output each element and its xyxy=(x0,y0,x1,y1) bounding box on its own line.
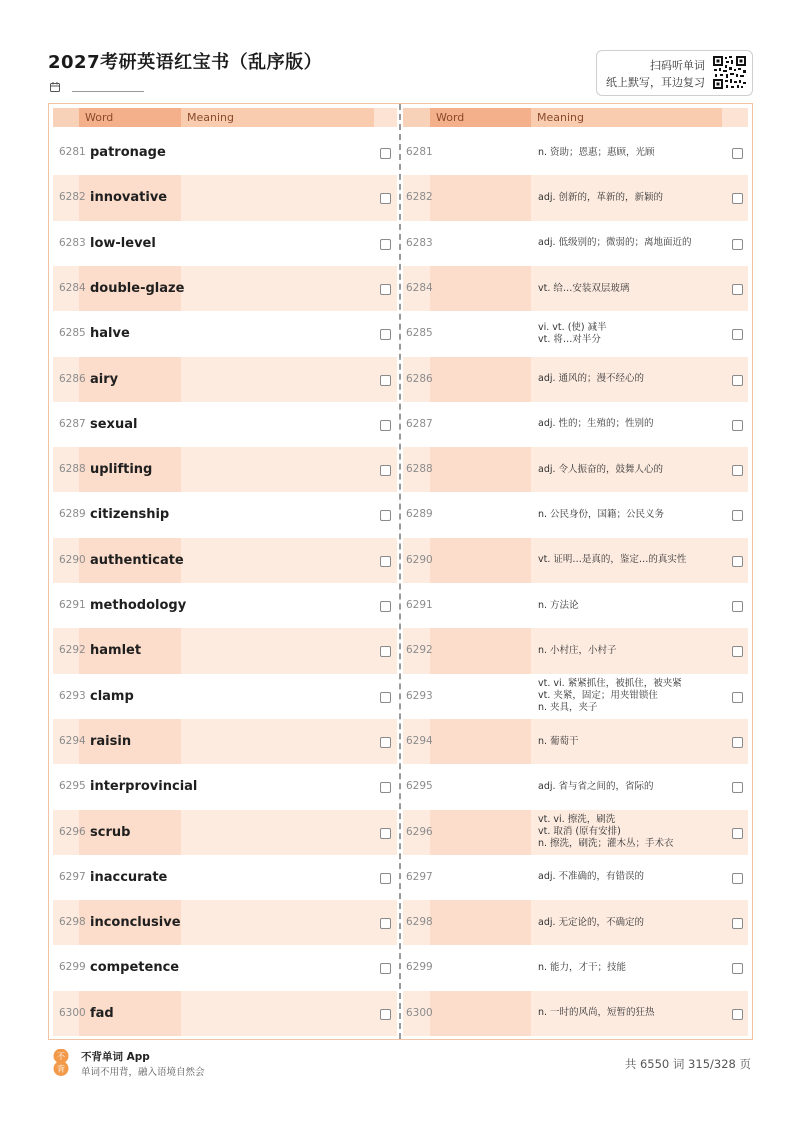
entry-number: 6284 xyxy=(59,281,86,294)
entry-word: halve xyxy=(90,326,130,342)
entry-number: 6285 xyxy=(406,327,433,340)
header-check-blank xyxy=(722,108,748,127)
word-blank-cell[interactable] xyxy=(430,674,531,719)
table-row xyxy=(403,130,748,175)
row-checkbox[interactable] xyxy=(732,465,743,476)
table-row xyxy=(403,266,748,311)
entry-number: 6286 xyxy=(406,372,433,385)
table-row xyxy=(53,130,397,175)
entry-number: 6288 xyxy=(59,463,86,476)
word-blank-cell[interactable] xyxy=(430,492,531,537)
word-blank-cell[interactable] xyxy=(430,764,531,809)
qr-caption-review: 纸上默写，耳边复习 xyxy=(606,76,705,89)
row-checkbox[interactable] xyxy=(732,556,743,567)
entry-number: 6283 xyxy=(406,236,433,249)
entry-number: 6290 xyxy=(406,553,433,566)
meaning-line: adj. 令人振奋的，鼓舞人心的 xyxy=(538,463,664,475)
table-row xyxy=(403,674,748,719)
entry-number: 6284 xyxy=(406,281,433,294)
row-checkbox[interactable] xyxy=(380,510,391,521)
entry-number: 6289 xyxy=(59,508,86,521)
row-checkbox[interactable] xyxy=(380,193,391,204)
entry-word: sexual xyxy=(90,416,138,432)
entry-number: 6299 xyxy=(59,961,86,974)
entry-meaning xyxy=(538,991,718,1036)
table-row xyxy=(53,402,397,447)
table-row xyxy=(53,311,397,356)
entry-number: 6298 xyxy=(59,916,86,929)
word-blank-cell[interactable] xyxy=(430,945,531,990)
row-checkbox[interactable] xyxy=(380,692,391,703)
entry-word: methodology xyxy=(90,598,187,613)
qr-code-icon[interactable] xyxy=(712,55,747,90)
word-blank-cell[interactable] xyxy=(430,583,531,628)
row-checkbox[interactable] xyxy=(732,1009,743,1020)
row-checkbox[interactable] xyxy=(732,918,743,929)
table-row xyxy=(53,991,397,1036)
calendar-icon xyxy=(50,82,60,92)
entry-word: hamlet xyxy=(90,643,142,659)
word-blank-cell[interactable] xyxy=(430,311,531,356)
entry-number: 6281 xyxy=(406,146,433,158)
meaning-line: adj. 创新的，革新的，新颖的 xyxy=(538,191,664,203)
entry-meaning xyxy=(538,810,718,855)
entry-number: 6283 xyxy=(59,236,86,249)
entry-number: 6295 xyxy=(59,780,86,793)
app-name: 不背单词 App xyxy=(81,1051,150,1063)
meaning-line: n. 葡萄干 xyxy=(538,735,579,747)
meaning-line: n. 一时的风尚，短暂的狂热 xyxy=(538,1007,655,1019)
word-blank-cell[interactable] xyxy=(430,628,531,673)
entry-number: 6297 xyxy=(59,870,86,883)
word-blank-cell[interactable] xyxy=(430,991,531,1036)
entry-number: 6296 xyxy=(59,825,86,838)
word-blank-cell[interactable] xyxy=(430,538,531,583)
meaning-line: vt. 取消 (原有安排) xyxy=(538,826,621,838)
meaning-line: adj. 通风的；漫不经心的 xyxy=(538,373,645,385)
date-underline xyxy=(72,91,144,92)
entry-word: double-glaze xyxy=(90,280,185,296)
entry-number: 6300 xyxy=(59,1006,86,1019)
entry-number: 6293 xyxy=(59,689,86,702)
word-blank-cell[interactable] xyxy=(430,266,531,311)
entry-meaning xyxy=(538,719,718,764)
table-row xyxy=(53,855,397,900)
row-checkbox[interactable] xyxy=(380,329,391,340)
table-row xyxy=(403,402,748,447)
entry-number: 6291 xyxy=(59,599,86,611)
table-row xyxy=(403,628,748,673)
logo-glyph-bottom: 背 xyxy=(57,1064,65,1074)
meaning-line: adj. 低级别的；微弱的；离地面近的 xyxy=(538,237,692,249)
word-blank-cell[interactable] xyxy=(430,175,531,220)
row-checkbox[interactable] xyxy=(732,375,743,386)
entry-word: inaccurate xyxy=(90,869,168,885)
row-checkbox[interactable] xyxy=(380,420,391,431)
fold-divider xyxy=(399,104,401,1039)
table-row xyxy=(53,175,397,220)
table-row xyxy=(53,900,397,945)
header-num-blank xyxy=(403,108,430,127)
table-row xyxy=(53,674,397,719)
entry-number: 6295 xyxy=(406,780,433,793)
row-checkbox[interactable] xyxy=(732,193,743,204)
row-checkbox[interactable] xyxy=(380,828,391,839)
table-row xyxy=(53,719,397,764)
meaning-line: n. 能力，才干；技能 xyxy=(538,962,627,974)
meaning-line: vt. vi. 擦洗，刷洗 xyxy=(538,814,616,826)
entry-number: 6287 xyxy=(59,417,86,430)
row-checkbox[interactable] xyxy=(732,782,743,793)
table-row xyxy=(53,357,397,402)
logo-glyph-top: 不 xyxy=(57,1052,65,1061)
table-row xyxy=(403,311,748,356)
row-checkbox[interactable] xyxy=(380,873,391,884)
entry-meaning xyxy=(538,130,718,175)
row-checkbox[interactable] xyxy=(732,963,743,974)
word-blank-cell[interactable] xyxy=(430,855,531,900)
header-meaning: Meaning xyxy=(181,108,374,127)
meaning-line: adj. 无定论的，不确定的 xyxy=(538,916,645,928)
table-row xyxy=(403,945,748,990)
word-blank-cell[interactable] xyxy=(430,447,531,492)
row-checkbox[interactable] xyxy=(732,828,743,839)
entry-number: 6286 xyxy=(59,372,86,385)
entry-meaning xyxy=(538,583,718,628)
meaning-line: vt. 夹紧，固定；用夹钳锁住 xyxy=(538,690,658,702)
table-row xyxy=(403,175,748,220)
app-slogan: 单词不用背，融入语境自然会 xyxy=(81,1067,205,1078)
row-checkbox[interactable] xyxy=(732,329,743,340)
word-blank-cell[interactable] xyxy=(430,402,531,447)
entry-word: clamp xyxy=(90,688,134,704)
entry-meaning xyxy=(538,855,718,900)
table-row xyxy=(403,538,748,583)
meaning-line: n. 小村庄，小村子 xyxy=(538,644,617,656)
entry-meaning xyxy=(538,447,718,492)
entry-meaning xyxy=(538,492,718,537)
entry-word: citizenship xyxy=(90,507,170,523)
row-checkbox[interactable] xyxy=(380,239,391,250)
table-row xyxy=(403,900,748,945)
row-checkbox[interactable] xyxy=(732,510,743,521)
header-word: Word xyxy=(430,108,531,127)
meaning-line: vt. 将…对半分 xyxy=(538,333,601,345)
meaning-line: vi. vt. (使) 减半 xyxy=(538,321,607,333)
word-blank-cell[interactable] xyxy=(430,900,531,945)
meaning-line: n. 公民身份，国籍；公民义务 xyxy=(538,509,665,521)
row-checkbox[interactable] xyxy=(380,556,391,567)
row-checkbox[interactable] xyxy=(732,239,743,250)
header-check-blank xyxy=(374,108,397,127)
entry-number: 6298 xyxy=(406,916,433,929)
entry-word: interprovincial xyxy=(90,779,198,795)
row-checkbox[interactable] xyxy=(732,601,743,612)
row-checkbox[interactable] xyxy=(732,420,743,431)
row-checkbox[interactable] xyxy=(380,465,391,476)
entry-meaning xyxy=(538,538,718,583)
row-checkbox[interactable] xyxy=(380,601,391,612)
entry-word: uplifting xyxy=(90,462,153,478)
table-row xyxy=(403,221,748,266)
row-checkbox[interactable] xyxy=(732,646,743,657)
entry-word: authenticate xyxy=(90,552,184,568)
app-logo-icon xyxy=(52,1049,70,1076)
row-checkbox[interactable] xyxy=(380,148,391,159)
entry-word: low-level xyxy=(90,235,156,251)
word-blank-cell[interactable] xyxy=(430,810,531,855)
entry-meaning xyxy=(538,311,718,356)
entry-word: scrub xyxy=(90,824,131,840)
entry-number: 6294 xyxy=(59,734,86,747)
table-row xyxy=(403,719,748,764)
meaning-line: vt. 给…安装双层玻璃 xyxy=(538,282,630,294)
row-checkbox[interactable] xyxy=(732,692,743,703)
table-row xyxy=(53,810,397,855)
meaning-line: adj. 省与省之间的，省际的 xyxy=(538,780,654,792)
entry-number: 6300 xyxy=(406,1006,433,1019)
entry-word: innovative xyxy=(90,190,168,206)
row-checkbox[interactable] xyxy=(732,284,743,295)
entry-meaning xyxy=(538,221,718,266)
table-row xyxy=(53,538,397,583)
table-row xyxy=(403,583,748,628)
date-field[interactable] xyxy=(50,80,60,94)
entry-number: 6292 xyxy=(59,644,86,657)
entry-number: 6289 xyxy=(406,508,433,521)
meaning-column xyxy=(403,104,751,1039)
word-blank-cell[interactable] xyxy=(430,221,531,266)
meaning-line: adj. 不准确的，有错误的 xyxy=(538,871,645,883)
table-row xyxy=(403,991,748,1036)
row-checkbox[interactable] xyxy=(732,873,743,884)
word-blank-cell[interactable] xyxy=(430,719,531,764)
entry-meaning xyxy=(538,266,718,311)
table-row xyxy=(53,221,397,266)
entry-number: 6287 xyxy=(406,417,433,430)
row-checkbox[interactable] xyxy=(380,963,391,974)
qr-caption-listen: 扫码听单词 xyxy=(650,59,705,72)
meaning-line: vt. 证明…是真的，鉴定…的真实性 xyxy=(538,554,687,566)
table-row xyxy=(403,764,748,809)
table-row xyxy=(53,447,397,492)
entry-word: competence xyxy=(90,960,180,976)
entry-number: 6296 xyxy=(406,825,433,838)
entry-meaning xyxy=(538,945,718,990)
entry-meaning xyxy=(538,628,718,673)
entry-meaning xyxy=(538,402,718,447)
table-row xyxy=(403,810,748,855)
word-blank-cell[interactable] xyxy=(430,357,531,402)
entry-number: 6293 xyxy=(406,689,433,702)
entry-word: raisin xyxy=(90,733,132,749)
word-sheet xyxy=(48,103,753,1040)
meaning-line: vt. vi. 紧紧抓住，被抓住，被夹紧 xyxy=(538,678,682,690)
row-checkbox[interactable] xyxy=(380,1009,391,1020)
table-row xyxy=(53,945,397,990)
entry-word: patronage xyxy=(90,145,166,160)
table-row xyxy=(403,357,748,402)
word-column xyxy=(49,104,397,1039)
entry-number: 6281 xyxy=(59,146,86,158)
entry-number: 6291 xyxy=(406,599,433,611)
entry-number: 6292 xyxy=(406,644,433,657)
entry-word: fad xyxy=(90,1005,114,1021)
entry-word: airy xyxy=(90,371,119,387)
row-checkbox[interactable] xyxy=(380,375,391,386)
header-num-blank xyxy=(53,108,79,127)
entry-meaning xyxy=(538,764,718,809)
entry-number: 6299 xyxy=(406,961,433,974)
entry-number: 6297 xyxy=(406,870,433,883)
meaning-line: adj. 性的；生殖的；性别的 xyxy=(538,418,654,430)
table-row xyxy=(53,266,397,311)
row-checkbox[interactable] xyxy=(732,737,743,748)
entry-number: 6285 xyxy=(59,327,86,340)
table-row xyxy=(403,447,748,492)
table-row xyxy=(53,492,397,537)
entry-meaning xyxy=(538,674,718,719)
entry-meaning xyxy=(538,357,718,402)
entry-meaning xyxy=(538,175,718,220)
header-word: Word xyxy=(79,108,181,127)
entry-number: 6288 xyxy=(406,463,433,476)
table-row xyxy=(53,583,397,628)
meaning-line: n. 方法论 xyxy=(538,599,579,611)
table-row xyxy=(53,628,397,673)
entry-number: 6282 xyxy=(59,191,86,204)
page-title: 2027考研英语红宝书（乱序版） xyxy=(48,52,323,73)
row-checkbox[interactable] xyxy=(732,148,743,159)
header-meaning: Meaning xyxy=(531,108,722,127)
row-checkbox[interactable] xyxy=(380,782,391,793)
row-checkbox[interactable] xyxy=(380,284,391,295)
qr-panel xyxy=(596,50,753,96)
meaning-line: n. 夹具，夹子 xyxy=(538,702,598,714)
word-blank-cell[interactable] xyxy=(430,130,531,175)
row-checkbox[interactable] xyxy=(380,918,391,929)
table-row xyxy=(53,764,397,809)
entry-number: 6282 xyxy=(406,191,433,204)
row-checkbox[interactable] xyxy=(380,646,391,657)
row-checkbox[interactable] xyxy=(380,737,391,748)
page-counter: 共 6550 词 315/328 页 xyxy=(624,1057,751,1071)
table-row xyxy=(403,855,748,900)
meaning-line: n. 资助；恩惠；惠顾，光顾 xyxy=(538,146,655,158)
entry-number: 6290 xyxy=(59,553,86,566)
entry-number: 6294 xyxy=(406,734,433,747)
table-row xyxy=(403,492,748,537)
entry-meaning xyxy=(538,900,718,945)
meaning-line: n. 擦洗，刷洗；灌木丛；手术衣 xyxy=(538,838,674,850)
entry-word: inconclusive xyxy=(90,915,181,931)
